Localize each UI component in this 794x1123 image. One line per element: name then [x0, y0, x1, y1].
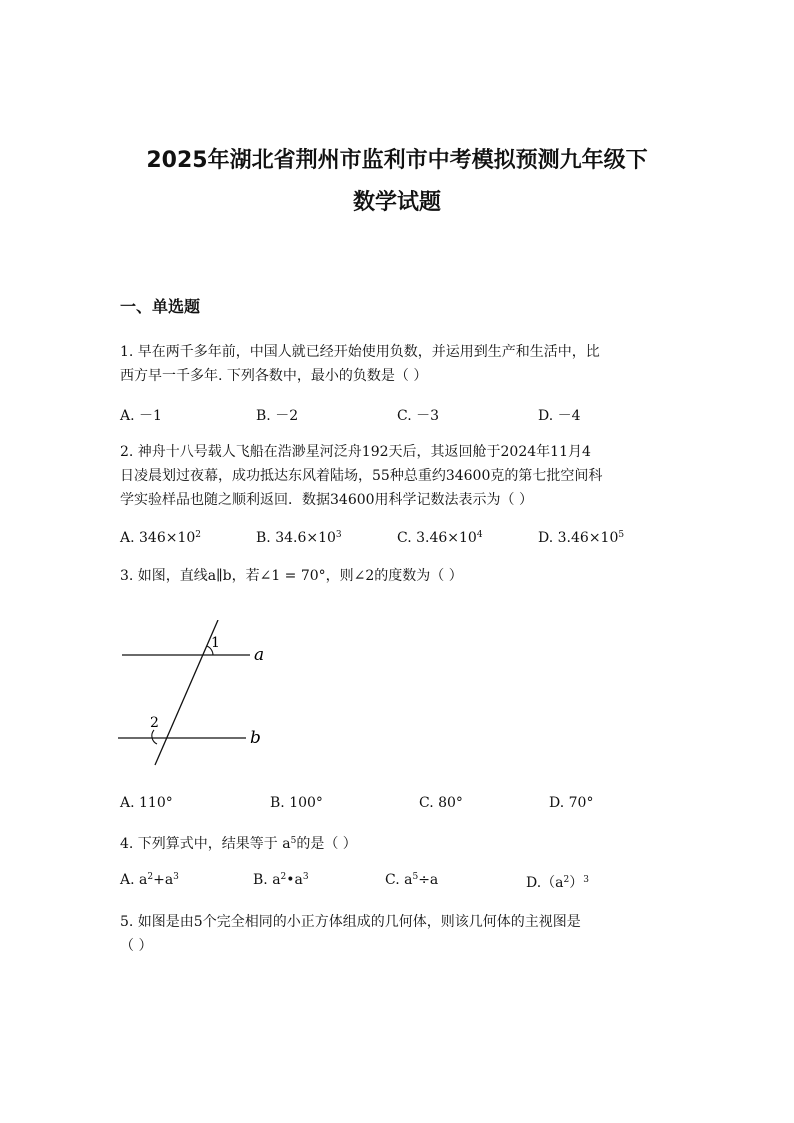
q2-option-b: B. $34.6\times 10^3$ [256, 530, 342, 546]
line-b-label: b [250, 728, 261, 748]
question-5-line-1: 5. 如图是由5个完全相同的小正方体组成的几何体，则该几何体的主视图是 [120, 914, 581, 930]
parallel-lines-figure [110, 620, 280, 775]
question-1-line-1: 1. 早在两千多年前，中国人就已经开始使用负数，并运用到生产和生活中，比 [120, 344, 600, 360]
angle-2-arc [152, 730, 157, 744]
title-line-1: 2025年湖北省荆州市监利市中考模拟预测九年级下 [146, 148, 648, 173]
section-heading: 一、单选题 [120, 297, 201, 316]
question-1-line-2: 西方早一千多年. 下列各数中，最小的负数是（ ） [120, 368, 428, 384]
angle-1-label: 1 [211, 635, 220, 651]
question-4: 4. 下列算式中，结果等于 $a^5$的是（ ） [120, 836, 357, 852]
question-3-line-1: 3. 如图，直线a∥b，若∠1 = 70°，则∠2的度数为（ ） [120, 568, 463, 584]
question-2-line-3: 学实验样品也随之顺利返回．数据34600用科学记数法表示为（ ） [120, 492, 533, 508]
q3-option-a: A. 110° [120, 795, 173, 811]
question-5-line-2: （ ） [120, 938, 153, 954]
q4-option-c: C. $a^5\div a$ [385, 872, 439, 888]
q4-option-b: B. $a^2•a^3$ [253, 872, 309, 888]
q2-option-d: D. $3.46\times 10^5$ [538, 530, 625, 546]
question-2 [120, 440, 680, 512]
title-line-2: 数学试题 [352, 190, 441, 215]
question-5 [120, 910, 680, 958]
question-3 [120, 564, 680, 588]
q2-option-a: A. $346\times 10^2$ [120, 530, 202, 546]
q3-option-b: B. 100° [270, 795, 323, 811]
q1-option-b: B. －2 [256, 408, 299, 424]
q2-option-c: C. $3.46\times 10^4$ [397, 530, 483, 546]
q3-option-d: D. 70° [549, 795, 594, 811]
question-2-line-1: 2. 神舟十八号载人飞船在浩渺星河泛舟192天后，其返回舱于2024年11月4 [120, 444, 591, 460]
q1-option-c: C. －3 [397, 408, 440, 424]
question-2-line-2: 日凌晨划过夜幕，成功抵达东风着陆场，55种总重约34600克的第七批空间科 [120, 468, 603, 484]
angle-2-label: 2 [150, 715, 159, 731]
question-1 [120, 340, 680, 388]
transversal-line [155, 620, 218, 765]
q1-option-d: D. －4 [538, 408, 581, 424]
q1-option-a: A. －1 [120, 408, 162, 424]
q4-option-d: $D.(a^2)^3$ [526, 875, 589, 891]
q4-option-a: A. $a^2+a^3$ [120, 872, 179, 888]
q3-option-c: C. 80° [419, 795, 463, 811]
line-a-label: a [254, 645, 265, 665]
